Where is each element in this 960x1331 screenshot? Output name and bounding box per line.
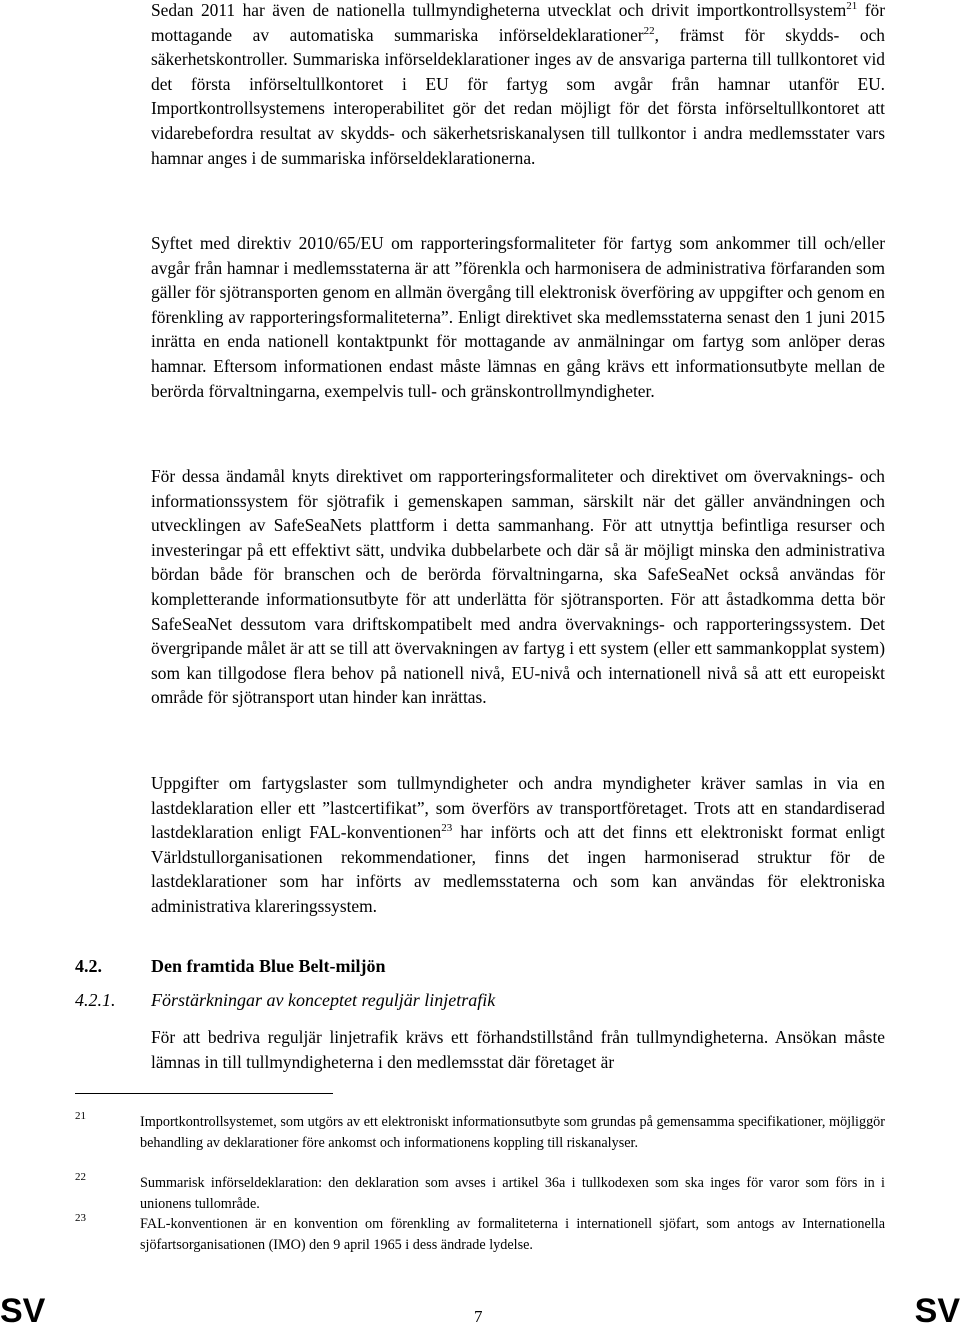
paragraph-cargo-declaration: Uppgifter om fartygslaster som tullmyndigheter och andra myndigheter kräver samlas in via en lastdeklaration eller ett ”lastcertifikat”, som överförs av transportföretaget. Trots att en standardiserad lastdeklaration enligt FAL-konventionen$^{23}$ har införts och att det finns ett elektroniskt format enligt Världstullorganisationen rekommendationer, finns det ingen harmoniserad struktur för de lastdeklarationer som har införts av medlemsstaterna och som kan användas för elektroniska administrativa klareringssystem. (151, 773, 885, 916)
paragraph-safeseanet: För dessa ändamål knyts direktivet om rapporteringsformaliteter och direktivet om övervaknings- och informationssystem för sjötrafik i gemenskapen samman, särskilt när det gäller användningen och utvecklingen av SafeSeaNets plattform i detta sammanhang. För att utnyttja befintliga resurser och investeringar på ett effektivt sätt, undvika dubbelarbete och där så är möjligt minska den administrativa bördan både för branschen och de berörda förvaltningarna, ska SafeSeaNet också användas för kompletterande informationsutbyte för att underlätta för sjötransporten. För att åstadkomma detta bör SafeSeaNet dessutom vara driftskompatibelt med andra övervaknings- och rapporteringssystem. Det övergripande målet är att se till att övervakningen av fartyg i ett system (eller ett sammankopplat system) som kan tillgodose flera behov på nationell nivå, EU-nivå och internationell nivå så att ett europeiskt område för sjötransport utan hinder kan inrättas. (151, 466, 885, 708)
language-code-right: SV (914, 1292, 960, 1330)
paragraph-directive-2010-65: Syftet med direktiv 2010/65/EU om rapporteringsformaliteter för fartyg som ankommer till och/eller avgår från hamnar i medlemsstaterna är att ”förenkla och harmonisera de administrativa förfaranden som gäller för sjötransporten genom en allmän övergång till elektronisk överföring av uppgifter och genom en förenkling av rapporteringsformaliteterna”. Enligt direktivet ska medlemsstaterna senast den 1 juni 2015 inrätta en enda nationell kontaktpunkt för mottagande av anmälningar om fartyg som anlöper deras hamnar. Eftersom informationen endast måste lämnas en gång krävs ett informationsutbyte mellan de berörda förvaltningarna, exempelvis tull- och gränskontrollmyndigheter. (151, 233, 885, 401)
footnote-ref-21[interactable]: 21 (846, 0, 858, 13)
section-heading-blue-belt: Den framtida Blue Belt-miljön (151, 956, 386, 976)
paragraph-regular-shipping: För att bedriva reguljär linjetrafik krävs ett förhandstillstånd från tullmyndigheterna. Ansökan måste lämnas in till tullmyndigheterna i den medlemsstat där företaget är (151, 1027, 885, 1072)
language-code-left: SV (0, 1292, 46, 1330)
footnote-mark-21: 21 (75, 1110, 86, 1122)
section-number-4-2: 4.2. (75, 956, 102, 976)
footnote-mark-23: 23 (75, 1212, 86, 1224)
footnote-divider (75, 1093, 333, 1094)
footnote-mark-22: 22 (75, 1171, 86, 1183)
footnote-23: FAL-konventionen är en konvention om förenkling av formaliteterna i internationell sjöfart, som antogs av Internationella sjöfartsorganisationen (IMO) den 9 april 1965 i dess ändrade lydelse. (140, 1216, 885, 1253)
footnote-ref-23[interactable]: 23 (441, 822, 453, 835)
footnote-22: Summarisk införseldeklaration: den deklaration som avses i artikel 36a i tullkodexen som ska inges för varor som förs in i unionens tullområde. (140, 1175, 885, 1212)
footnote-ref-22[interactable]: 22 (643, 24, 655, 37)
paragraph-import-control: Sedan 2011 har även de nationella tullmyndigheterna utvecklat och drivit importkontrollsystem$^{21}$ för mottagande av automatiska summariska införseldeklarationer$^{22}$, främst för skydds- och säkerhetskontroller. Summariska införseldeklarationer inges av de ansvariga parterna till tullkontoret vid det första införseltullkontoret i EU för fartyg som avgår från hamnar utanför EU. Importkontrollsystemens interoperabilitet gör det redan möjligt för det första införseltullkontoret att vidarebefordra resultat av skydds- och säkerhetsriskanalysen till tullkontor i andra medlemsstater vars hamnar anges i de summariska införseldeklarationerna. (151, 0, 885, 168)
footnote-21: Importkontrollsystemet, som utgörs av ett elektroniskt informationsutbyte som grundas på gemensamma specifikationer, möjliggör behandling av deklarationer före ankomst och informationens koppling till riskanalyser. (140, 1114, 885, 1151)
subsection-heading-regular-shipping: Förstärkningar av konceptet reguljär linjetrafik (151, 990, 496, 1010)
page-number: 7 (474, 1307, 483, 1326)
subsection-number-4-2-1: 4.2.1. (75, 990, 116, 1010)
